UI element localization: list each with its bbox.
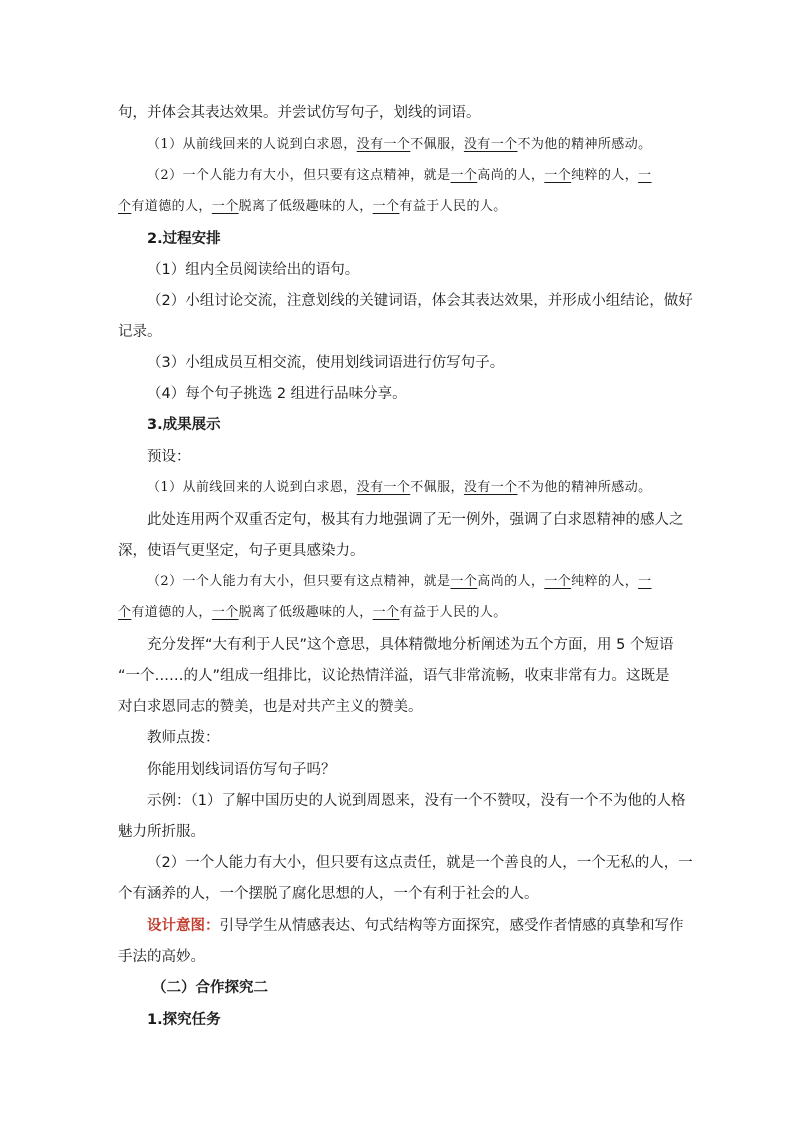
process-step-3: （3）小组成员互相交流，使用划线词语进行仿写句子。 — [147, 355, 505, 371]
process-step-2: （2）小组讨论交流，注意划线的关键词语，体会其表达效果，并形成小组结论，做好 — [147, 293, 693, 309]
process-step-2-cont: 记录。 — [118, 324, 162, 340]
example-1-cont: 魅力所折服。 — [118, 824, 205, 840]
example-2-cont: 个有涵养的人，一个摆脱了腐化思想的人，一个有利于社会的人。 — [118, 886, 539, 902]
explore-task-heading: 1.探究任务 — [147, 1012, 221, 1028]
process-heading: 2.过程安排 — [147, 231, 221, 247]
intro-line: 句，并体会其表达效果。并尝试仿写句子，划线的词语。 — [118, 105, 481, 121]
preset-label: 预设： — [147, 449, 191, 465]
example-2: （2）一个人能力有大小，但只要有这点责任，就是一个善良的人，一个无私的人，一 — [147, 855, 693, 871]
analysis-2-cont-1: “一个……的人”组成一组排比，议论热情洋溢，语气非常流畅，收束非常有力。这既是 — [118, 668, 670, 684]
design-intent: 设计意图：引导学生从情感表达、句式结构等方面探究，感受作者情感的真挚和写作 — [147, 918, 684, 934]
results-heading: 3.成果展示 — [147, 417, 221, 433]
quote-1: （1）从前线回来的人说到白求恩，没有一个不佩服，没有一个不为他的精神所感动。 — [147, 137, 652, 152]
process-step-1: （1）组内全员阅读给出的语句。 — [147, 262, 360, 278]
example-1: 示例：（1）了解中国历史的人说到周恩来，没有一个不赞叹，没有一个不为他的人格 — [147, 793, 686, 809]
quote-1-repeat: （1）从前线回来的人说到白求恩，没有一个不佩服，没有一个不为他的精神所感动。 — [147, 480, 652, 495]
quote-2-line-2: 个有道德的人，一个脱离了低级趣味的人，一个有益于人民的人。 — [118, 199, 507, 214]
analysis-1: 此处连用两个双重否定句，极其有力地强调了无一例外，强调了白求恩精神的感人之 — [147, 512, 684, 528]
section-2-heading: （二）合作探究二 — [152, 980, 268, 996]
design-intent-cont: 手法的高妙。 — [118, 949, 205, 965]
design-intent-label: 设计意图： — [147, 918, 220, 934]
analysis-2-cont-2: 对白求恩同志的赞美，也是对共产主义的赞美。 — [118, 699, 423, 715]
analysis-2: 充分发挥“大有利于人民”这个意思，具体精微地分析阐述为五个方面，用 5 个短语 — [147, 637, 674, 653]
teacher-guidance-label: 教师点拨： — [147, 730, 220, 746]
analysis-1-cont: 深，使语气更坚定，句子更具感染力。 — [118, 543, 365, 559]
quote-2-repeat-line-2: 个有道德的人，一个脱离了低级趣味的人，一个有益于人民的人。 — [118, 605, 507, 620]
quote-2-repeat-line-1: （2）一个人能力有大小，但只要有这点精神，就是一个高尚的人，一个纯粹的人，一 — [147, 574, 652, 589]
quote-2-line-1: （2）一个人能力有大小，但只要有这点精神，就是一个高尚的人，一个纯粹的人，一 — [147, 168, 652, 183]
process-step-4: （4）每个句子挑选 2 组进行品味分享。 — [147, 386, 407, 402]
teacher-question: 你能用划线词语仿写句子吗？ — [147, 762, 336, 778]
